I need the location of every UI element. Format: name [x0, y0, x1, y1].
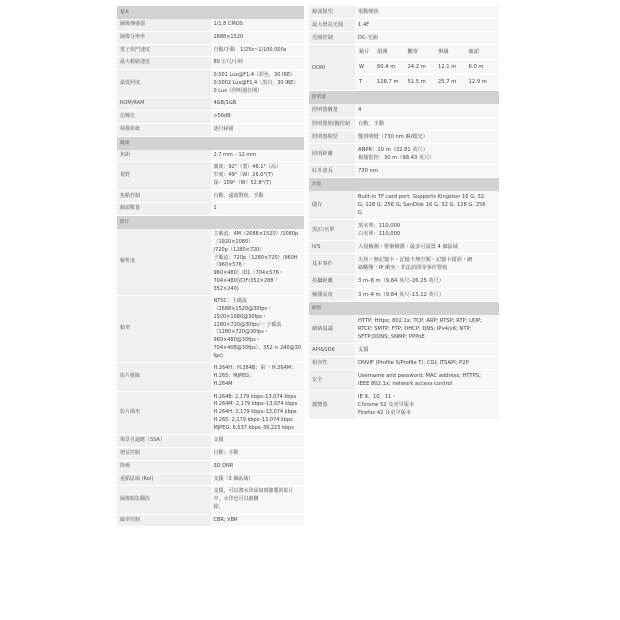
spec-value: [355, 241, 499, 254]
spec-value-line: ANPR：10 m（32.81 英尺）: [358, 146, 428, 153]
spec-value-line: 自動，手動: [358, 120, 384, 127]
spec-label: 照明距離: [309, 143, 355, 164]
spec-label: 鏡頭數量: [117, 203, 211, 216]
spec-table-right: [309, 6, 499, 420]
spec-row: [117, 296, 304, 363]
spec-row: [309, 391, 499, 420]
spec-value-line: 失焦・無記憶卡・記憶卡無空間・記憶卡錯誤・網: [358, 257, 473, 264]
spec-value-line: 逐行掃描: [213, 125, 234, 132]
right-spec-table: [309, 6, 499, 420]
spec-label: 圖像傳感器: [117, 19, 211, 31]
dori-value-cell: 6.0 m: [467, 60, 498, 75]
spec-value-line: 1: [213, 205, 217, 212]
spec-row: [117, 162, 304, 190]
spec-row: [309, 370, 499, 391]
section-title: 網絡: [309, 301, 499, 315]
spec-label: 紅外波長: [309, 164, 355, 177]
dori-value-cell: 12.9 m: [467, 75, 498, 90]
dori-header-cell: 辨識: [436, 45, 467, 60]
spec-value: [211, 57, 305, 70]
spec-value-line: 4GB/1GB: [213, 100, 237, 107]
spec-value-line: 入侵檢測・徘徊檢測・最多可設置 4 個區域: [358, 244, 458, 251]
spec-label: 幀率: [117, 296, 211, 363]
section-header: [309, 91, 499, 105]
spec-value-line: Firefox 42 及更早版本: [358, 410, 412, 417]
spec-row: [117, 19, 304, 31]
section-title: 基本: [117, 6, 304, 19]
spec-value-line: 960×480）/D1（704×576・: [213, 270, 284, 277]
spec-value-line: Username and password; MAC address; HTTPS;: [358, 373, 481, 380]
spec-row: [117, 70, 304, 98]
spec-row: [309, 241, 499, 254]
spec-row: [117, 514, 304, 527]
spec-label: 網絡協議: [309, 315, 355, 344]
spec-value-line: 廣度：92°（寬）46.1°（高）: [213, 164, 281, 171]
spec-label: 場景自適應（SSA）: [117, 435, 211, 448]
dori-label: DORI: [309, 45, 355, 91]
spec-value-line: 支援（3 個區域）: [213, 475, 254, 482]
spec-value-line: 白名單：110,000: [358, 231, 401, 238]
spec-row: [117, 203, 304, 216]
spec-row: [309, 191, 499, 220]
spec-label: 電子快門速度: [117, 44, 211, 57]
spec-label: 增益控制: [117, 448, 211, 461]
spec-value: [355, 220, 499, 241]
spec-value: [355, 191, 499, 220]
dori-value-cell: 12.1 m: [436, 60, 467, 75]
dori-table: [357, 45, 497, 90]
spec-value-line: H.265: 2,179 kbps–13,074 kbps: [213, 416, 293, 423]
spec-row: [309, 19, 499, 32]
spec-label: 圖像分辨率: [117, 31, 211, 44]
spec-row: [117, 460, 304, 473]
dori-value-cell: 24.2 m: [406, 60, 437, 75]
spec-row: [309, 356, 499, 369]
spec-value: [211, 229, 305, 296]
dori-data-row: [357, 75, 497, 90]
spec-value: [211, 296, 305, 363]
spec-value-line: 自動；手動: [213, 450, 239, 457]
spec-value-line: 支援: [358, 346, 369, 353]
spec-row: [117, 473, 304, 486]
spec-value-line: HTTP; Https; 802.1x; TCP; ARP; RTSP; RTP; UDP;: [358, 317, 482, 324]
dori-header-cell: 偵測: [375, 45, 406, 60]
spec-row: [309, 117, 499, 130]
spec-value: [355, 19, 499, 32]
dori-header-cell: 確認: [467, 45, 498, 60]
spec-row: [117, 44, 304, 57]
spec-label: 降噪: [117, 460, 211, 473]
spec-value-line: 支援，可以將水印添加到錄製的影片中，水印也可以被刪: [213, 488, 294, 503]
spec-value-line: 自動/手動 1/25s~1/100,000s: [213, 46, 287, 53]
spec-value: [211, 435, 305, 448]
spec-value: [355, 104, 499, 117]
left-spec-table: [117, 6, 304, 527]
spec-value: [355, 370, 499, 391]
spec-label: 碼率控制: [117, 514, 211, 527]
spec-value: [355, 143, 499, 164]
spec-value-line: IE 9、10、11・: [358, 394, 397, 401]
spec-row: [117, 229, 304, 296]
spec-value-line: >56dB: [213, 113, 231, 120]
spec-value-line: 2.7 mm – 12 mm: [213, 151, 257, 158]
spec-value-line: （1280×720@30fps・960×480@30fps・: [213, 329, 269, 344]
spec-value-line: 1.4F: [358, 22, 370, 29]
spec-row: [117, 448, 304, 461]
spec-value: [355, 130, 499, 143]
spec-value: [355, 6, 499, 19]
spec-value-line: 1/1.8 CMOS: [213, 21, 243, 28]
spec-label: 影片碼率: [117, 391, 211, 435]
spec-row: [309, 104, 499, 117]
spec-label: 焦點控制: [117, 190, 211, 203]
section-header: [309, 177, 499, 191]
spec-value: [211, 123, 305, 136]
spec-value-line: 除。: [213, 503, 224, 510]
section-title: 功能: [309, 177, 499, 191]
spec-value-line: H.264M: 2,179 kbps–13,074 kbps: [213, 401, 298, 408]
spec-value-line: G, 128 G, 256 G; SanDisk 16 G, 32 G, 128 G, 256: [358, 202, 486, 209]
spec-label: 信噪比: [117, 111, 211, 124]
spec-value: [355, 32, 499, 45]
dori-cell: [355, 45, 499, 91]
spec-value-line: 黑名單：110,000: [358, 223, 401, 230]
spec-value-line: 3 m–8 m（9.84 英尺–26.25 英尺）: [358, 278, 445, 285]
spec-row: [309, 220, 499, 241]
spec-value-line: 支援: [213, 437, 224, 444]
spec-table-left: [117, 6, 304, 527]
spec-value: [211, 514, 305, 527]
spec-label: 儲存: [309, 191, 355, 220]
spec-value: [355, 164, 499, 177]
spec-label: 最大增益光圈: [309, 19, 355, 32]
dori-value-cell: 25.7 m: [436, 75, 467, 90]
spec-value: [211, 203, 305, 216]
spec-value: [355, 254, 499, 275]
spec-row: [309, 130, 499, 143]
spec-value-line: 730 nm: [358, 167, 378, 174]
spec-value-line: H.264H；H.264B；第一 H.264M；H.265；MJPEG；: [213, 365, 297, 380]
spec-value: [211, 44, 305, 57]
spec-row: [117, 190, 304, 203]
section-title: 影片: [117, 216, 304, 230]
spec-label: 安全: [309, 370, 355, 391]
spec-value-line: H.264H: 2,179 kbps–13,074 kbps: [213, 409, 297, 416]
spec-row: [117, 98, 304, 111]
spec-value: [211, 98, 305, 111]
spec-value-line: 3D DNR: [213, 462, 234, 469]
spec-row: [309, 254, 499, 275]
dori-header-cell: 觀察: [406, 45, 437, 60]
spec-label: 檢測高度: [309, 288, 355, 301]
spec-value-line: 電動變焦: [358, 9, 379, 15]
spec-value: [211, 391, 305, 435]
spec-value-line: 深：109°（W）52.8°(T): [213, 179, 272, 186]
spec-row: [117, 150, 304, 162]
spec-value-line: NTSC：主碼流（2688×1520@30fps・: [213, 298, 273, 313]
dori-header-cell: 鏡片: [357, 45, 375, 60]
spec-value-line: 1920×1080@30fps・1280×720@30fps）・子碼流: [213, 313, 282, 328]
spec-row: [117, 363, 304, 391]
spec-label: 影片壓縮: [117, 363, 211, 391]
spec-value-line: MJPEG: 6,537 kbps–39,223 kbps: [213, 424, 294, 431]
spec-label: IVS: [309, 241, 355, 254]
section-header: [117, 6, 304, 19]
dori-row: [309, 45, 499, 91]
spec-row: [309, 143, 499, 164]
spec-row: [117, 111, 304, 124]
spec-value-line: 4: [358, 107, 362, 114]
spec-value-line: 3 m–4 m（9.84 英尺–13.12 英尺）: [358, 291, 445, 298]
spec-label: 黑/白名單: [309, 220, 355, 241]
spec-value-line: 80 公尺/小時: [213, 59, 244, 66]
spec-label: 視野: [117, 162, 211, 190]
spec-value: [211, 486, 305, 514]
spec-value: [211, 473, 305, 486]
spec-value: [211, 19, 305, 31]
spec-value-line: 視頻監控：30 m（98.43 英尺）: [358, 154, 435, 161]
spec-value: [211, 31, 305, 44]
spec-row: [117, 123, 304, 136]
spec-row: [309, 288, 499, 301]
spec-value-line: SFTP;DDNS; SNMP; PPPoE: [358, 333, 425, 340]
spec-label: 基本事件: [309, 254, 355, 275]
spec-label: 最低照度: [117, 70, 211, 98]
spec-label: 瀏覽器: [309, 391, 355, 420]
spec-label: 重點區域 (RoI): [117, 473, 211, 486]
spec-value-line: 子碼流：720p（1280×720）/960H（960×576・: [213, 254, 298, 269]
spec-label: 掃描系統: [117, 123, 211, 136]
spec-value: [355, 315, 499, 344]
spec-value-line: 絡斷開・IP 衝突・非法訪問等事件警報: [358, 265, 448, 272]
spec-label: 最大幀刷速度: [117, 57, 211, 70]
spec-value-line: G: [358, 210, 363, 217]
spec-value-line: RTCP; SMTP; FTP; DHCP; DNS; IPv4/v6; NTP;: [358, 325, 472, 332]
spec-value-line: Built-in TF card port. Supports Kingston 16 G, 32: [358, 193, 485, 200]
spec-row: [309, 315, 499, 344]
spec-label: 照明器開/關控制: [309, 117, 355, 130]
spec-value-line: 自動、遠端對焦、手動: [213, 192, 264, 199]
spec-value-line: /720p（1280×720）: [213, 246, 265, 253]
dori-data-row: [357, 60, 497, 75]
spec-value-line: 主碼流：4M（2688×1520）/1080p（1920×1080）: [213, 231, 299, 246]
spec-label: 焦距: [117, 150, 211, 162]
spec-value: [211, 162, 305, 190]
spec-label: 照明器類型: [309, 130, 355, 143]
spec-value-line: 704×480)/CIF(352×288・352×240): [213, 277, 279, 292]
spec-value-line: DC-光圈: [358, 35, 378, 42]
spec-value-line: 0.0002 Lux@F1.4（黑白，30 IRE）: [213, 79, 299, 86]
spec-value: [211, 448, 305, 461]
spec-value: [355, 117, 499, 130]
spec-label: 解析度: [117, 229, 211, 296]
spec-value: [211, 363, 305, 391]
spec-label: 相容性: [309, 356, 355, 369]
spec-row: [117, 31, 304, 44]
spec-value: [211, 460, 305, 473]
spec-value: [211, 70, 305, 98]
spec-value: [355, 288, 499, 301]
spec-value-line: 0.001 Lux@F1.4（彩色，30 IRE）: [213, 72, 296, 79]
spec-label: 鏡頭類型: [309, 6, 355, 19]
dori-value-cell: 60.4 m: [375, 60, 406, 75]
section-title: 照明器: [309, 91, 499, 105]
spec-value-line: 窄度：49°（W）26.0°(T): [213, 172, 273, 179]
spec-row: [117, 435, 304, 448]
spec-value: [355, 356, 499, 369]
spec-label: ROM/RAM: [117, 98, 211, 111]
spec-value-line: 0 Lux（照明器打開）: [213, 87, 263, 94]
spec-value-line: ONVIF (Profile S/Profile T); CGI; ITSAPI; P2P: [358, 359, 469, 366]
spec-row: [117, 391, 304, 435]
spec-value: [355, 343, 499, 356]
spec-label: 圖像鏡影翻改: [117, 486, 211, 514]
spec-value: [355, 275, 499, 288]
spec-value-line: H.264B: 2,179 kbps–13,074 kbps: [213, 393, 297, 400]
spec-value: [211, 111, 305, 124]
spec-value-line: 雙照明燈（730 nm IR/暖光）: [358, 133, 428, 140]
section-header: [309, 301, 499, 315]
spec-value-line: 704×408@30fps），352 × 240@30 fps): [213, 344, 301, 359]
dori-lens-cell: W: [357, 60, 375, 75]
spec-value-line: 2688×1520: [213, 33, 244, 40]
spec-label: 照明器數量: [309, 104, 355, 117]
section-header: [117, 216, 304, 230]
dori-header-row: [357, 45, 497, 60]
dori-value-cell: 128.7 m: [375, 75, 406, 90]
spec-value-line: IEEE 802.1x; network access control: [358, 381, 453, 388]
spec-row: [309, 343, 499, 356]
spec-value: [355, 391, 499, 420]
spec-value-line: Chrome 52 及更早版本: [358, 402, 415, 409]
spec-value: [211, 190, 305, 203]
spec-value-line: CBR; VBR: [213, 516, 238, 523]
section-header: [117, 136, 304, 150]
dori-lens-cell: T: [357, 75, 375, 90]
spec-value-line: H.264M: [213, 380, 233, 387]
spec-row: [309, 164, 499, 177]
spec-row: [309, 6, 499, 19]
spec-value: [211, 150, 305, 162]
spec-label: API&SDK: [309, 343, 355, 356]
spec-row: [117, 57, 304, 70]
section-title: 鏡頭: [117, 136, 304, 150]
spec-label: 光圈控制: [309, 32, 355, 45]
spec-row: [309, 275, 499, 288]
dori-value-cell: 51.5 m: [406, 75, 437, 90]
spec-row: [309, 32, 499, 45]
spec-row: [117, 486, 304, 514]
spec-label: 拍攝距離: [309, 275, 355, 288]
